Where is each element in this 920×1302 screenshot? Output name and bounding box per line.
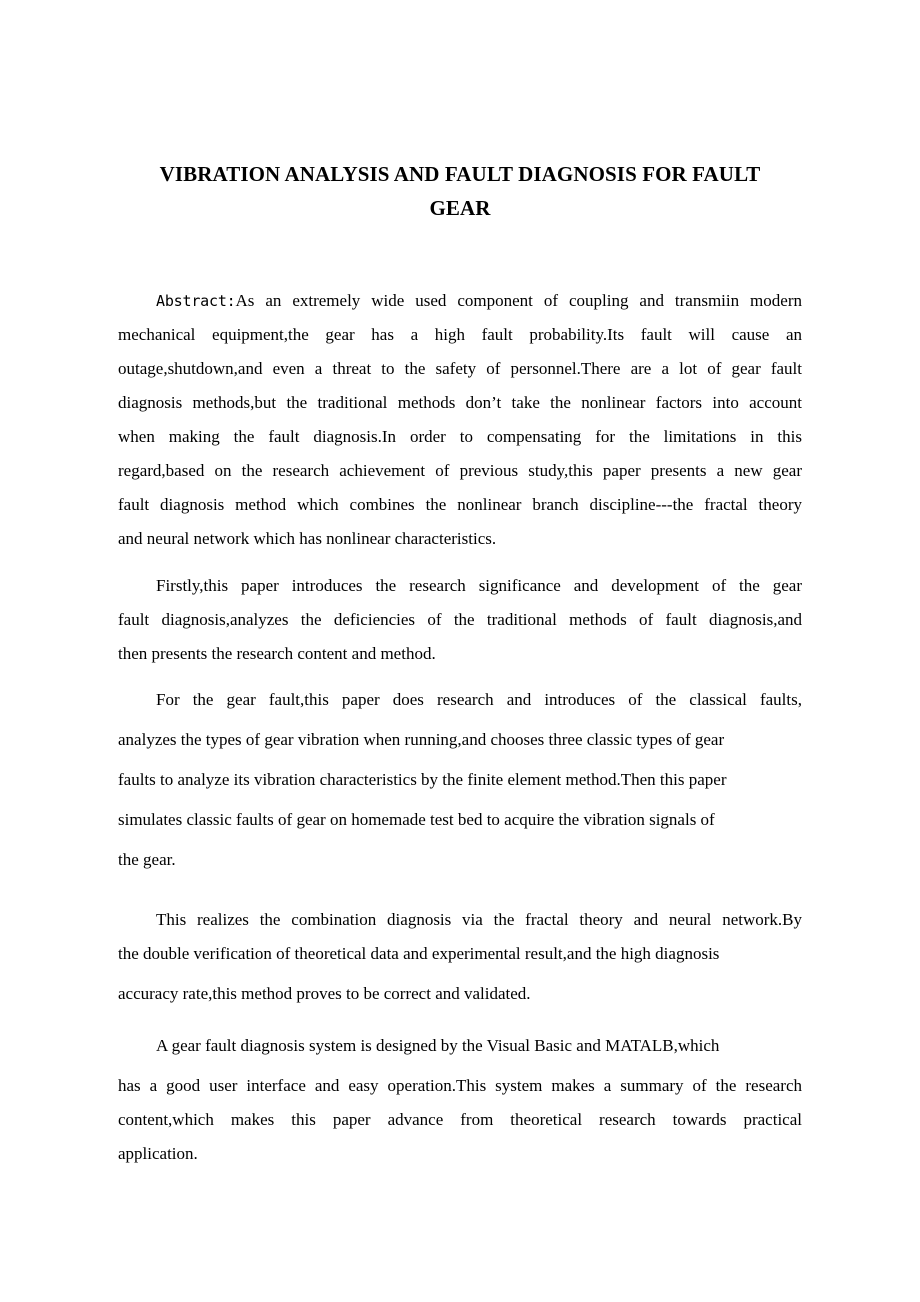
abstract-paragraph	[118, 284, 802, 556]
text-line: For the gear fault,this paper does research and introduces of the classical faults,	[156, 690, 802, 709]
title-line: GEAR	[429, 196, 491, 220]
text-line: outage,shutdown,and even a threat to the safety of personnel.There are a lot of gear fault	[118, 359, 802, 378]
text-line	[118, 284, 802, 318]
text-line: fault diagnosis method which combines the nonlinear branch discipline---the fractal theory	[118, 495, 802, 514]
text-line: Firstly,this paper introduces the research significance and development of the gear	[156, 576, 802, 595]
text-line: and neural network which has nonlinear characteristics.	[118, 529, 497, 548]
text-line: simulates classic faults of gear on homemade test bed to acquire the vibration signals of	[118, 810, 715, 829]
text-line: fault diagnosis,analyzes the deficiencies of the traditional methods of fault diagnosis,and	[118, 610, 802, 629]
abstract-label: Abstract:	[156, 292, 236, 310]
text-line: content,which makes this paper advance from theoretical research towards practical	[118, 1110, 802, 1129]
body-paragraph	[118, 1029, 802, 1171]
text-line: A gear fault diagnosis system is designed by the Visual Basic and MATALB,which	[156, 1036, 720, 1055]
text-line: has a good user interface and easy operation.This system makes a summary of the research	[118, 1076, 802, 1095]
body-paragraph	[118, 683, 802, 877]
text-line: accuracy rate,this method proves to be correct and validated.	[118, 984, 531, 1003]
document-title	[118, 157, 802, 225]
text-line: then presents the research content and method.	[118, 644, 436, 663]
text-line: application.	[118, 1144, 198, 1163]
body-paragraph	[118, 903, 802, 1011]
body-paragraph	[118, 569, 802, 671]
text-line: mechanical equipment,the gear has a high fault probability.Its fault will cause an	[118, 325, 802, 344]
abstract-text: As an extremely wide used component of coupling and transmiin modern	[235, 291, 802, 310]
text-line: diagnosis methods,but the traditional methods don’t take the nonlinear factors into account	[118, 393, 802, 412]
text-line: faults to analyze its vibration characteristics by the finite element method.Then this paper	[118, 770, 727, 789]
title-line: VIBRATION ANALYSIS AND FAULT DIAGNOSIS FOR FAULT	[159, 162, 761, 186]
text-line: regard,based on the research achievement of previous study,this paper presents a new gear	[118, 461, 802, 480]
text-line: This realizes the combination diagnosis via the fractal theory and neural network.By	[156, 910, 802, 929]
text-line: the gear.	[118, 850, 176, 869]
text-line: analyzes the types of gear vibration when running,and chooses three classic types of gear	[118, 730, 725, 749]
text-line: when making the fault diagnosis.In order to compensating for the limitations in this	[118, 427, 802, 446]
text-line: the double verification of theoretical data and experimental result,and the high diagnosis	[118, 944, 720, 963]
